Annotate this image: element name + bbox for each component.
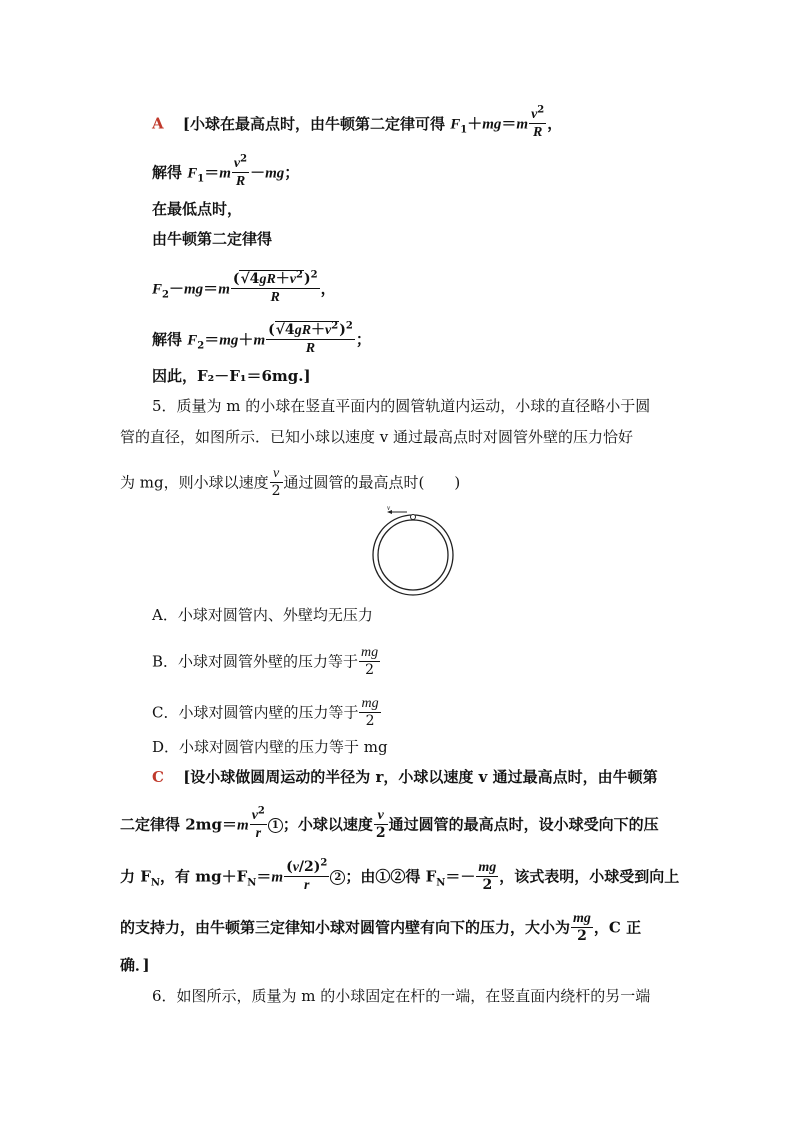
- solution4-text: [小球在最高点时，由牛顿第二定律可得: [182, 114, 445, 133]
- circular-tube-figure: [365, 505, 461, 601]
- option-b: B．小球对圆管外壁的压力等于 $\frac{mg}{2}$: [152, 645, 379, 678]
- answer-letter: A: [152, 114, 164, 133]
- solution4-line3: 在最低点时，: [152, 200, 243, 218]
- solution4-line5: $F_2-mg=m$ $\frac{(√4gR+v^2)^2}{R}$ ，: [152, 269, 336, 305]
- tube-inner-wall: [378, 520, 448, 590]
- option-c: C．小球对圆管内壁的压力等于 $\frac{mg}{2}$: [152, 696, 379, 729]
- question5-line1: 5．质量为 m 的小球在竖直平面内的圆管轨道内运动，小球的直径略小于圆: [152, 397, 651, 415]
- solution5-line5: 确．]: [120, 956, 150, 974]
- tube-outer-wall: [373, 515, 453, 595]
- solution5-line1: C [设小球做圆周运动的半径为 r，小球以速度 v 通过最高点时，由牛顿第: [152, 768, 658, 786]
- solution4-line6: 解得 $F_2=mg+m$ $\frac{(√4gR+v^2)^2}{R}$ ；: [152, 320, 371, 356]
- solution5-line4: 的支持力，由牛顿第三定律知小球对圆管内壁有向下的压力，大小为 $\frac{mg}{2}$ ，C 正: [120, 911, 642, 944]
- solution4-line7: 因此，F₂－F₁＝6mg.]: [152, 367, 311, 385]
- option-d: D．小球对圆管内壁的压力等于 mg: [152, 738, 388, 756]
- question5-line3: 为 mg，则小球以速度 $\frac{v}{2}$ 通过圆管的最高点时( ): [120, 466, 461, 499]
- solution4-line1: A [小球在最高点时，由牛顿第二定律可得 $F_1+mg=m$ $\frac{v^2}{R}$ ，: [152, 104, 563, 140]
- solution5-line3: 力 $F_N$，有 $mg+F_N=m$ $\frac{(v/2)^2}{r}$ 2 ；由①②得 $F_N=-$ $\frac{mg}{2}$ ，该式表明，小球受到向上: [120, 857, 680, 893]
- question5-line2: 管的直径，如图所示．已知小球以速度 v 通过最高点时对圆管外壁的压力恰好: [120, 428, 634, 446]
- question6-line1: 6．如图所示，质量为 m 的小球固定在杆的一端，在竖直面内绕杆的另一端: [152, 987, 651, 1005]
- answer-letter: C: [152, 768, 164, 786]
- solution4-line2: 解得 $F_1=m$ $\frac{v^2}{R}$ －mg；: [152, 153, 300, 189]
- ball: [411, 515, 416, 520]
- solution4-line4: 由牛顿第二定律得: [152, 230, 273, 248]
- option-a: A．小球对圆管内、外壁均无压力: [152, 606, 373, 624]
- velocity-label: v: [387, 505, 391, 512]
- solution5-line2: 二定律得 2mg＝m $\frac{v^2}{r}$ 1 ；小球以速度 $\frac{v}{2}$ 通过圆管的最高点时，设小球受向下的压: [120, 805, 659, 841]
